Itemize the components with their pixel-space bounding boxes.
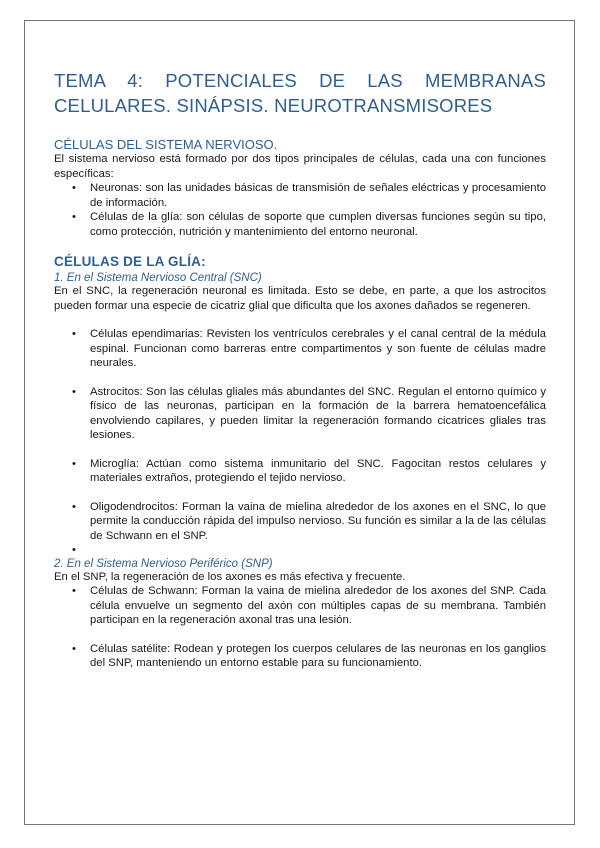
- snc-list: [54, 327, 546, 558]
- section-heading-cells: CÉLULAS DEL SISTEMA NERVIOSO.: [54, 137, 278, 152]
- bullet-icon: •: [72, 585, 76, 597]
- list-item-text: Células de la glía: son células de soporte que cumplen diversas funciones según su tipo, como protección, nutrición y mantenimiento del entorno neuronal.: [90, 211, 546, 238]
- bullet-icon: •: [72, 328, 76, 340]
- subheading-snc: 1. En el Sistema Nervioso Central (SNC): [54, 272, 262, 284]
- list-item: [72, 584, 546, 628]
- list-item-text: Oligodendrocitos: Forman la vaina de mielina alrededor de los axones en el SNC, lo que permite la conducción rápida del impulso nervioso. Su función es similar a la de las células de Schwann en el SNP.: [90, 500, 546, 542]
- bullet-icon: •: [72, 500, 76, 513]
- bullet-icon: •: [72, 385, 76, 398]
- list-item: [72, 181, 546, 210]
- list-item-text: Neuronas: son las unidades básicas de transmisión de señales eléctricas y procesamiento de información.: [90, 182, 546, 209]
- list-item: [72, 500, 546, 544]
- section-intro-cells: El sistema nervioso está formado por dos tipos principales de células, cada una con funciones específicas:: [54, 153, 546, 180]
- bullet-icon: •: [72, 182, 76, 194]
- subheading-snp: 2. En el Sistema Nervioso Periférico (SNP): [54, 557, 273, 570]
- snp-list: [54, 584, 546, 671]
- list-item-text: Células satélite: Rodean y protegen los cuerpos celulares de las neuronas en los ganglios del SNP, manteniendo un entorno estable para su funcionamiento.: [90, 642, 546, 669]
- list-item-text: Microglía: Actúan como sistema inmunitario del SNC. Fagocitan restos celulares y materiales extraños, protegiendo el tejido nervioso.: [90, 457, 546, 484]
- list-item-text: Células de Schwann: Forman la vaina de mielina alrededor de los axones del SNP. Cada célula envuelve un segmento del axón con múltiples capas de su membrana. También participan en la regeneración axonal tras una lesión.: [90, 585, 546, 626]
- list-item-text: Células ependimarias: Revisten los ventrículos cerebrales y el canal central de la médula espinal. Funcionan como barreras entre compartimentos y son fuente de células madre neurales.: [90, 328, 546, 369]
- snp-intro: En el SNP, la regeneración de los axones es más efectiva y frecuente.: [54, 570, 406, 583]
- snc-intro: En el SNC, la regeneración neuronal es limitada. Esto se debe, en parte, a que los astrocitos pueden formar una especie de cicatriz glial que dificulta que los axones dañados se regeneren.: [54, 285, 546, 312]
- bullet-icon: •: [72, 211, 76, 223]
- bullet-icon: •: [72, 544, 76, 556]
- bullet-icon: •: [72, 457, 76, 470]
- list-item: [72, 327, 546, 371]
- list-item: [72, 642, 546, 671]
- document-title: TEMA 4: POTENCIALES DE LAS MEMBRANAS CELULARES. SINÁPSIS. NEUROTRANSMISORES: [54, 70, 546, 116]
- list-item: [72, 385, 546, 443]
- list-item-empty: [72, 543, 546, 558]
- bullet-icon: •: [72, 642, 76, 655]
- list-item: [72, 457, 546, 486]
- list-item-text: Astrocitos: Son las células gliales más abundantes del SNC. Regulan el entorno químico y físico de las neuronas, participan en la formación de la barrera hematoencefálica envolviendo capilares, y pueden limitar la regeneración formando cicatrices gliales tras lesiones.: [90, 385, 546, 441]
- cells-list: [54, 181, 546, 239]
- document-content: [54, 68, 546, 671]
- section-heading-glia: CÉLULAS DE LA GLÍA:: [54, 254, 206, 269]
- list-item: [72, 210, 546, 239]
